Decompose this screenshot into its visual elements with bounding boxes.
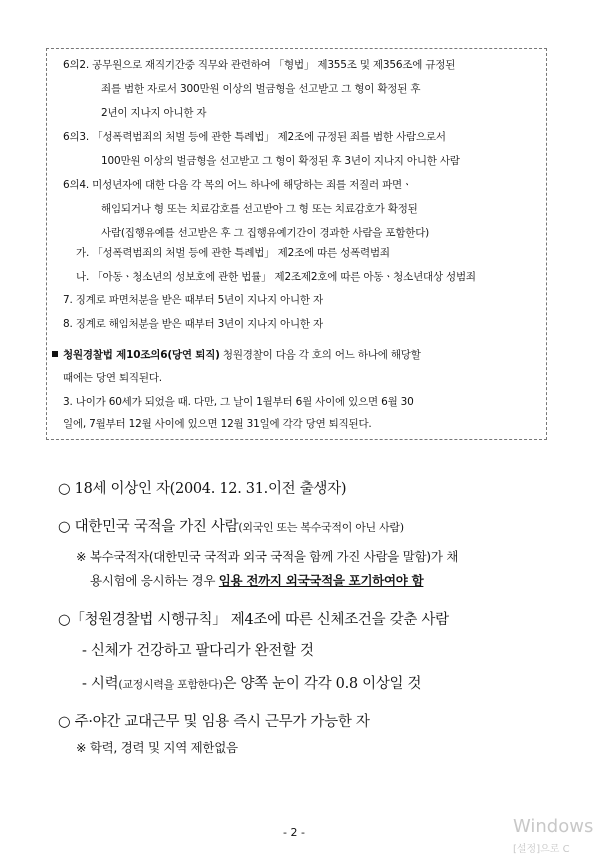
law-line-6-2: 6의2. 공무원으로 재직기간중 직무와 관련하여 「형법」 제355조 및 제356조에 규정된 bbox=[63, 59, 456, 71]
law-line-ga: 가. 「성폭력범죄의 처벌 등에 관한 특례법」 제2조에 따른 성폭력범죄 bbox=[76, 247, 390, 259]
dual-citizenship-emphasis: 임용 전까지 외국국적을 포기하여야 함 bbox=[218, 573, 424, 588]
article-heading bbox=[52, 348, 421, 362]
article-text-cont: 때에는 당연 퇴직된다. bbox=[63, 372, 162, 384]
no-restriction-note: ※ 학력, 경력 및 지역 제한없음 bbox=[76, 740, 238, 755]
windows-watermark: Windows bbox=[513, 816, 594, 837]
requirement-nationality-main: ○ 대한민국 국적을 가진 사람 bbox=[58, 519, 239, 535]
law-line-6-3: 6의3. 「성폭력범죄의 처벌 등에 관한 특례법」 제2조에 규정된 죄를 범한 사람으로서 bbox=[63, 131, 446, 143]
square-bullet-icon bbox=[52, 351, 58, 357]
dual-citizenship-note-cont bbox=[90, 572, 423, 590]
physical-vision-rest: 은 양쪽 눈이 각각 0.8 이상일 것 bbox=[222, 676, 422, 692]
dual-citizenship-note-text: 용시험에 응시하는 경우 bbox=[90, 573, 219, 588]
requirement-nationality-detail: (외국인 또는 복수국적이 아닌 사람) bbox=[238, 521, 404, 534]
physical-vision-label: - 시력 bbox=[82, 676, 119, 692]
requirement-age: ○ 18세 이상인 자(2004. 12. 31.이전 출생자) bbox=[58, 481, 347, 497]
physical-health: - 신체가 건강하고 팔다리가 완전할 것 bbox=[82, 643, 314, 659]
law-line-6-2-cont1: 죄를 범한 자로서 300만원 이상의 벌금형을 선고받고 그 형이 확정된 후 bbox=[101, 83, 421, 95]
law-line-6-3-cont: 100만원 이상의 벌금형을 선고받고 그 형이 확정된 후 3년이 지나지 아니한 사람 bbox=[101, 155, 460, 167]
article-title: 청원경찰법 제10조의6(당연 퇴직) bbox=[63, 349, 220, 361]
law-line-6-4-cont1: 해임되거나 형 또는 치료감호를 선고받아 그 형 또는 치료감호가 확정된 bbox=[101, 203, 418, 215]
law-line-6-4: 6의4. 미성년자에 대한 다음 각 목의 어느 하나에 해당하는 죄를 저질러 파면ㆍ bbox=[63, 179, 412, 191]
requirement-nationality bbox=[58, 517, 404, 538]
law-line-na: 나. 「아동ㆍ청소년의 성보호에 관한 법률」 제2조제2호에 따른 아동ㆍ청소년대상 성범죄 bbox=[76, 271, 476, 283]
physical-vision bbox=[82, 674, 421, 695]
law-line-6-4-cont2: 사람(집행유예를 선고받은 후 그 집행유예기간이 경과한 사람을 포함한다) bbox=[101, 227, 430, 239]
page-number: - 2 - bbox=[283, 826, 305, 839]
law-line-6-2-cont2: 2년이 지나지 아니한 자 bbox=[101, 107, 207, 119]
article-item-3: 3. 나이가 60세가 되었을 때. 다만, 그 날이 1월부터 6월 사이에 있으면 6월 30 bbox=[63, 396, 414, 408]
windows-watermark-sub: [설정]으로 C bbox=[513, 844, 570, 855]
requirement-shift-work: ○ 주·야간 교대근무 및 임용 즉시 근무가 가능한 자 bbox=[58, 714, 370, 730]
dual-citizenship-note: ※ 복수국적자(대한민국 국적과 외국 국적을 함께 가진 사람을 말함)가 채 bbox=[76, 549, 459, 564]
law-line-7: 7. 징계로 파면처분을 받은 때부터 5년이 지나지 아니한 자 bbox=[63, 294, 323, 306]
article-item-3-cont: 일에, 7월부터 12월 사이에 있으면 12월 31일에 각각 당연 퇴직된다. bbox=[63, 418, 372, 430]
law-line-8: 8. 징계로 해임처분을 받은 때부터 3년이 지나지 아니한 자 bbox=[63, 318, 323, 330]
article-text: 청원경찰이 다음 각 호의 어느 하나에 해당할 bbox=[219, 349, 421, 361]
physical-vision-detail: (교정시력을 포함한다) bbox=[118, 678, 223, 691]
requirement-physical: ○「청원경찰법 시행규칙」 제4조에 따른 신체조건을 갖춘 사람 bbox=[58, 612, 449, 628]
